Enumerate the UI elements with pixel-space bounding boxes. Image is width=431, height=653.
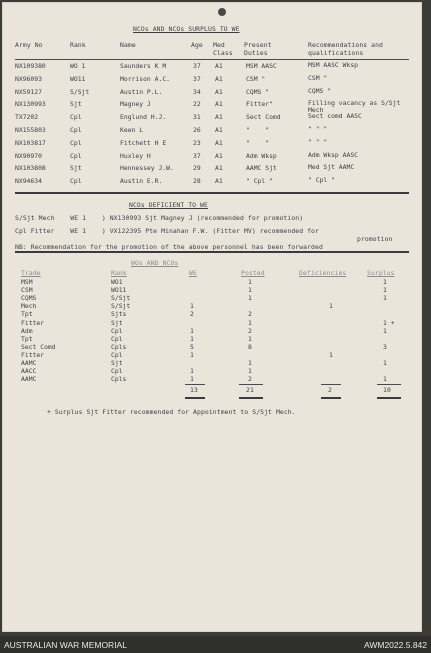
surplus-cell-rank: Sjt bbox=[70, 164, 82, 173]
surplus-cell-present-duties: AAMC Sjt bbox=[246, 164, 277, 173]
summary-cell-trade: AACC bbox=[21, 367, 37, 376]
surplus-cell-age: 34 bbox=[193, 87, 201, 96]
summary-cell-surplus: 1 bbox=[383, 375, 387, 384]
surplus-cell-army-no: NX109380 bbox=[15, 62, 46, 70]
surplus-cell-age: 26 bbox=[193, 126, 201, 134]
surplus-cell-present-duties: " Cpl " bbox=[246, 177, 273, 186]
surplus-cell-present-duties: CQMS " bbox=[246, 87, 270, 96]
summary-cell-rank: Sjt bbox=[111, 318, 123, 327]
surplus-cell-name: Austin P.L. bbox=[120, 87, 163, 96]
surplus-cell-name: Morrison A.C. bbox=[120, 74, 171, 83]
total-deficiencies: 2 bbox=[328, 386, 332, 394]
surplus-cell-recommendations: " " " bbox=[308, 137, 328, 146]
summary-cell-deficiencies: 1 bbox=[329, 302, 333, 311]
footer-institution: AUSTRALIAN WAR MEMORIAL bbox=[4, 640, 127, 650]
surplus-cell-med-class: A1 bbox=[215, 151, 223, 160]
surplus-cell-recommendations: Med Sjt AAMC bbox=[308, 163, 355, 172]
summary-cell-trade: Tpt bbox=[21, 310, 33, 319]
surplus-heading: NCOs AND NCOs SURPLUS TO WE bbox=[133, 25, 240, 33]
summary-cell-rank: Sjts bbox=[111, 310, 127, 319]
summary-cell-posted: 2 bbox=[248, 375, 252, 384]
surplus-cell-name: Huxley H bbox=[120, 151, 151, 160]
surplus-cell-army-no: NX94634 bbox=[15, 177, 42, 186]
summary-cell-trade: MSM bbox=[21, 278, 33, 286]
summary-cell-trade: CQMS bbox=[21, 294, 37, 303]
surplus-cell-present-duties: CSM " bbox=[246, 74, 266, 83]
summary-cell-posted: 1 bbox=[248, 294, 252, 303]
summary-cell-posted: 2 bbox=[248, 310, 252, 319]
surplus-cell-med-class: A1 bbox=[215, 138, 223, 147]
surplus-cell-med-class: A1 bbox=[215, 100, 223, 109]
total-rule-posted bbox=[239, 384, 263, 385]
summary-cell-rank: Cpls bbox=[111, 375, 127, 384]
document-page bbox=[2, 2, 422, 632]
total-rule-surplus bbox=[377, 384, 401, 385]
surplus-cell-army-no: NX155803 bbox=[15, 126, 46, 134]
summary-cell-posted: 2 bbox=[248, 326, 252, 335]
surplus-cell-age: 28 bbox=[193, 177, 201, 186]
summary-cell-we: 5 bbox=[190, 342, 194, 351]
surplus-cell-recommendations: Sect comd AASC bbox=[308, 112, 362, 121]
col-header-name: Name bbox=[120, 41, 136, 49]
total-rule-deficiencies bbox=[321, 384, 341, 385]
surplus-cell-name: Hennessey J.W. bbox=[120, 164, 174, 173]
surplus-cell-age: 37 bbox=[193, 151, 201, 160]
summary-cell-surplus: 1 bbox=[383, 326, 387, 335]
surplus-cell-army-no: NX59127 bbox=[15, 87, 42, 96]
summary-cell-trade: Fitter bbox=[21, 318, 45, 327]
surplus-cell-recommendations: CSM " bbox=[308, 73, 328, 82]
summary-cell-deficiencies: 1 bbox=[329, 350, 333, 359]
surplus-cell-present-duties: MSM AASC bbox=[246, 62, 277, 70]
summary-cell-trade: Mech bbox=[21, 302, 37, 311]
deficient-heading: NCOs DEFICIENT TO WE bbox=[129, 201, 208, 209]
summary-cell-surplus: 3 bbox=[383, 342, 387, 351]
surplus-cell-med-class: A1 bbox=[215, 62, 223, 70]
surplus-cell-med-class: A1 bbox=[215, 113, 223, 122]
summary-cell-surplus: 1 + bbox=[383, 318, 395, 327]
surplus-cell-present-duties: " " bbox=[246, 138, 270, 147]
surplus-cell-present-duties: Sect Comd bbox=[246, 113, 281, 122]
summary-cell-posted: 8 bbox=[248, 342, 252, 351]
surplus-cell-med-class: A1 bbox=[215, 126, 223, 134]
summary-cell-trade: AAMC bbox=[21, 375, 37, 384]
total-surplus: 10 bbox=[383, 386, 391, 394]
surplus-cell-rank: Cpl bbox=[70, 151, 82, 160]
summary-cell-surplus: 1 bbox=[383, 359, 387, 367]
col-header-med-class: Med Class bbox=[213, 41, 233, 57]
summary-header-trade: Trade bbox=[21, 269, 41, 277]
summary-cell-rank: S/Sjt bbox=[111, 302, 131, 311]
surplus-cell-rank: Cpl bbox=[70, 138, 82, 147]
summary-cell-trade: Adm bbox=[21, 326, 33, 335]
col-header-army-no: Army No bbox=[15, 41, 43, 49]
summary-cell-we: 1 bbox=[190, 334, 194, 343]
summary-cell-trade: Tpt bbox=[21, 334, 33, 343]
summary-cell-surplus: 1 bbox=[383, 294, 387, 303]
archive-footer bbox=[0, 636, 431, 653]
footer-accession-number: AWM2022.5.842 bbox=[364, 640, 427, 650]
deficient-line-2: Cpl Fitter WE 1 ) VX122395 Pte Minahan F.W. (Fitter MV) recommended for bbox=[15, 227, 319, 235]
surplus-cell-army-no: TX7202 bbox=[15, 113, 39, 122]
summary-header-we: WE bbox=[189, 269, 197, 277]
surplus-cell-present-duties: Adm Wksp bbox=[246, 151, 277, 160]
deficient-line-3: promotion bbox=[357, 235, 393, 243]
punch-hole bbox=[218, 8, 226, 16]
summary-cell-rank: Cpl bbox=[111, 334, 123, 343]
surplus-cell-recommendations: CQMS " bbox=[308, 86, 332, 95]
col-header-recommendations: Recommendations and qualifications bbox=[308, 41, 384, 57]
surplus-cell-name: Saunders K M bbox=[120, 62, 167, 70]
summary-header-rank: Rank bbox=[111, 269, 127, 277]
total-posted: 21 bbox=[246, 386, 254, 394]
surplus-cell-age: 29 bbox=[193, 164, 201, 173]
surplus-cell-present-duties: " " bbox=[246, 126, 270, 134]
summary-cell-rank: WO11 bbox=[111, 286, 127, 295]
total-double-rule-posted bbox=[239, 397, 263, 399]
summary-cell-trade: AAMC bbox=[21, 359, 37, 367]
surplus-cell-recommendations: " " " bbox=[308, 125, 328, 133]
col-header-age: Age bbox=[191, 41, 203, 49]
total-double-rule-surplus bbox=[377, 397, 401, 399]
summary-cell-rank: Cpl bbox=[111, 367, 123, 376]
surplus-cell-army-no: NX103808 bbox=[15, 164, 46, 173]
col-header-rank: Rank bbox=[70, 41, 86, 49]
surplus-cell-rank: Cpl bbox=[70, 177, 82, 186]
surplus-cell-rank: Cpl bbox=[70, 126, 82, 134]
surplus-cell-army-no: NX103817 bbox=[15, 138, 46, 147]
summary-cell-we: 1 bbox=[190, 375, 194, 384]
surplus-cell-rank: Sjt bbox=[70, 100, 82, 109]
summary-cell-posted: 1 bbox=[248, 367, 252, 376]
section-rule bbox=[15, 192, 409, 194]
summary-header-deficiencies: Deficiencies bbox=[299, 269, 347, 277]
surplus-cell-name: Austin E.R. bbox=[120, 177, 163, 186]
summary-cell-rank: Cpl bbox=[111, 326, 123, 335]
summary-cell-trade: Sect Comd bbox=[21, 342, 56, 351]
surplus-cell-name: Keen L bbox=[120, 126, 144, 134]
col-header-present-duties: Present Duties bbox=[244, 41, 272, 57]
summary-cell-trade: Fitter bbox=[21, 350, 45, 359]
surplus-cell-med-class: A1 bbox=[215, 74, 223, 83]
section-rule-2 bbox=[15, 251, 409, 253]
summary-cell-posted: 1 bbox=[248, 278, 252, 286]
summary-cell-rank: Sjt bbox=[111, 359, 123, 367]
surplus-cell-army-no: NX90970 bbox=[15, 151, 42, 160]
deficient-line-1: S/Sjt Mech WE 1 ) NX130993 Sjt Magney J (recommended for promotion) bbox=[15, 214, 304, 222]
summary-cell-we: 1 bbox=[190, 350, 194, 359]
total-double-rule-deficiencies bbox=[321, 397, 341, 399]
surplus-cell-present-duties: Fitter" bbox=[246, 100, 273, 109]
surplus-cell-age: 37 bbox=[193, 74, 201, 83]
summary-cell-rank: Cpls bbox=[111, 342, 127, 351]
summary-cell-rank: WO1 bbox=[111, 278, 123, 286]
surplus-cell-recommendations: Filling vacancy as S/Sjt Mech bbox=[308, 99, 401, 115]
total-double-rule-we bbox=[185, 397, 205, 399]
total-rule-we bbox=[185, 384, 205, 385]
summary-cell-posted: 1 bbox=[248, 318, 252, 327]
surplus-cell-recommendations: Adm Wksp AASC bbox=[308, 150, 359, 159]
surplus-cell-army-no: NX130993 bbox=[15, 100, 46, 109]
surplus-cell-med-class: A1 bbox=[215, 177, 223, 186]
surplus-footnote: + Surplus Sjt Fitter recommended for Appointment to S/Sjt Mech. bbox=[47, 408, 296, 416]
summary-cell-posted: 1 bbox=[248, 334, 252, 343]
summary-cell-surplus: 1 bbox=[383, 286, 387, 295]
summary-heading: WOs AND NCOs bbox=[131, 259, 179, 267]
surplus-cell-med-class: A1 bbox=[215, 87, 223, 96]
summary-cell-surplus: 1 bbox=[383, 278, 387, 286]
surplus-cell-rank: WO11 bbox=[70, 74, 86, 83]
summary-cell-rank: Cpl bbox=[111, 350, 123, 359]
surplus-cell-age: 23 bbox=[193, 138, 201, 147]
surplus-cell-name: Magney J bbox=[120, 100, 151, 109]
summary-cell-trade: CSM bbox=[21, 286, 33, 295]
summary-cell-posted: 1 bbox=[248, 286, 252, 295]
summary-cell-we: 1 bbox=[190, 367, 194, 376]
header-rule bbox=[15, 59, 409, 60]
surplus-cell-age: 37 bbox=[193, 62, 201, 70]
surplus-cell-age: 31 bbox=[193, 113, 201, 122]
surplus-cell-rank: WO 1 bbox=[70, 62, 86, 70]
surplus-cell-age: 22 bbox=[193, 100, 201, 109]
surplus-cell-recommendations: " Cpl " bbox=[308, 176, 335, 185]
summary-cell-we: 1 bbox=[190, 326, 194, 335]
summary-cell-posted: 1 bbox=[248, 359, 252, 367]
summary-header-surplus: Surplus bbox=[367, 269, 395, 277]
surplus-cell-army-no: NX96093 bbox=[15, 74, 42, 83]
surplus-cell-med-class: A1 bbox=[215, 164, 223, 173]
total-we: 13 bbox=[190, 386, 198, 394]
surplus-cell-recommendations: MSM AASC Wksp bbox=[308, 61, 359, 69]
summary-cell-we: 2 bbox=[190, 310, 194, 319]
deficient-note: NB: Recommendation for the promotion of the above personnel has been forwarded bbox=[15, 243, 323, 251]
surplus-cell-name: Fitchett H E bbox=[120, 138, 167, 147]
summary-header-posted: Posted bbox=[241, 269, 265, 277]
surplus-cell-rank: Cpl bbox=[70, 113, 82, 122]
surplus-cell-name: Englund H.J. bbox=[120, 113, 167, 122]
surplus-cell-rank: S/Sjt bbox=[70, 87, 90, 96]
summary-cell-rank: S/Sjt bbox=[111, 294, 131, 303]
summary-cell-we: 1 bbox=[190, 302, 194, 311]
